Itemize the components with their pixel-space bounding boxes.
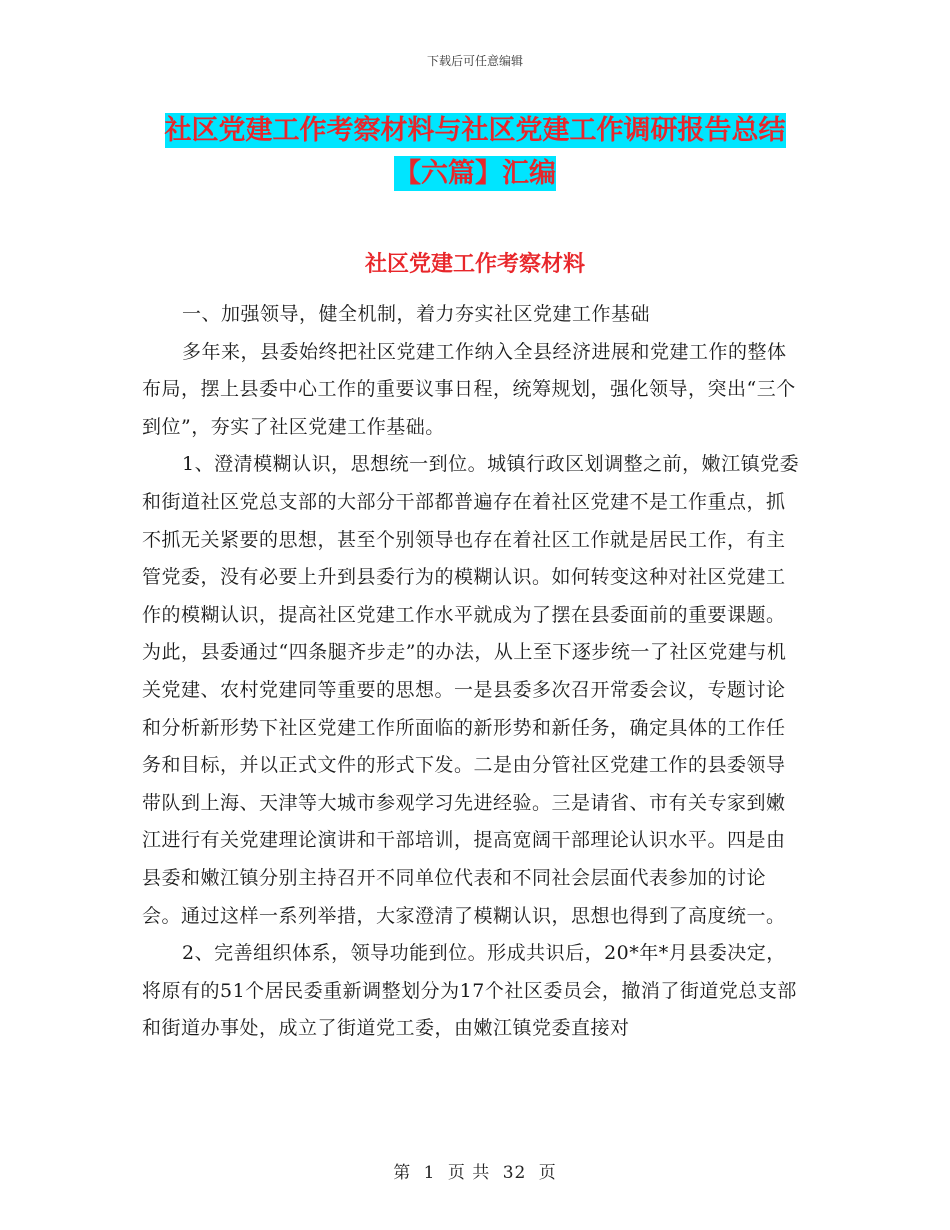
page-label-prefix: 第	[393, 1163, 412, 1183]
document-title-line-2	[0, 154, 950, 194]
page-number: 1	[423, 1163, 436, 1183]
document-title-line-1	[0, 111, 950, 151]
page-footer	[0, 1158, 950, 1183]
total-pages: 32	[502, 1163, 527, 1183]
section-title: 社区党建工作考察材料	[364, 252, 585, 277]
paragraph: 1、澄清模糊认识，思想统一到位。城镇行政区划调整之前，嫩江镇党委和街道社区党总支部的大部分干部都普遍存在着社区党建不是工作重点，抓不抓无关紧要的思想，甚至个别领导也存在着社区工作就是居民工作，有主管党委，没有必要上升到县委行为的模糊认识。如何转变这种对社区党建工作的模糊认识，提高社区党建工作水平就成为了摆在县委面前的重要课题。为此，县委通过“四条腿齐步走”的办法，从上至下逐步统一了社区党建与机关党建、农村党建同等重要的思想。一是县委多次召开常委会议，专题讨论和分析新形势下社区党建工作所面临的新形势和新任务，确定具体的工作任务和目标，并以正式文件的形式下发。二是由分管社区党建工作的县委领导带队到上海、天津等大城市参观学习先进经验。三是请省、市有关专家到嫩江进行有关党建理论演讲和干部培训，提高宽阔干部理论认识水平。四是由县委和嫩江镇分别主持召开不同单位代表和不同社会层面代表参加的讨论会。通过这样一系列举措，大家澄清了模糊认识，思想也得到了高度统一。	[142, 453, 800, 927]
page-label-mid: 页 共	[447, 1163, 491, 1183]
page-header-note: 下载后可任意编辑	[426, 54, 523, 68]
document-title-text-2: 【六篇】汇编	[394, 158, 556, 189]
document-body	[142, 296, 802, 1048]
paragraph: 多年来，县委始终把社区党建工作纳入全县经济进展和党建工作的整体布局，摆上县委中心工作的重要议事日程，统筹规划，强化领导，突出“三个到位”，夯实了社区党建工作基础。	[142, 340, 796, 438]
paragraph-heading: 一、加强领导，健全机制，着力夯实社区党建工作基础	[182, 303, 651, 325]
document-title-text-1: 社区党建工作考察材料与社区党建工作调研报告总结	[164, 115, 786, 146]
page-label-suffix: 页	[538, 1163, 557, 1183]
paragraph: 2、完善组织体系，领导功能到位。形成共识后，20*年*月县委决定，将原有的51个居民委重新调整划分为17个社区委员会，撤消了街道党总支部和街道办事处，成立了街道党工委，由嫩江镇党委直接对	[142, 942, 797, 1040]
